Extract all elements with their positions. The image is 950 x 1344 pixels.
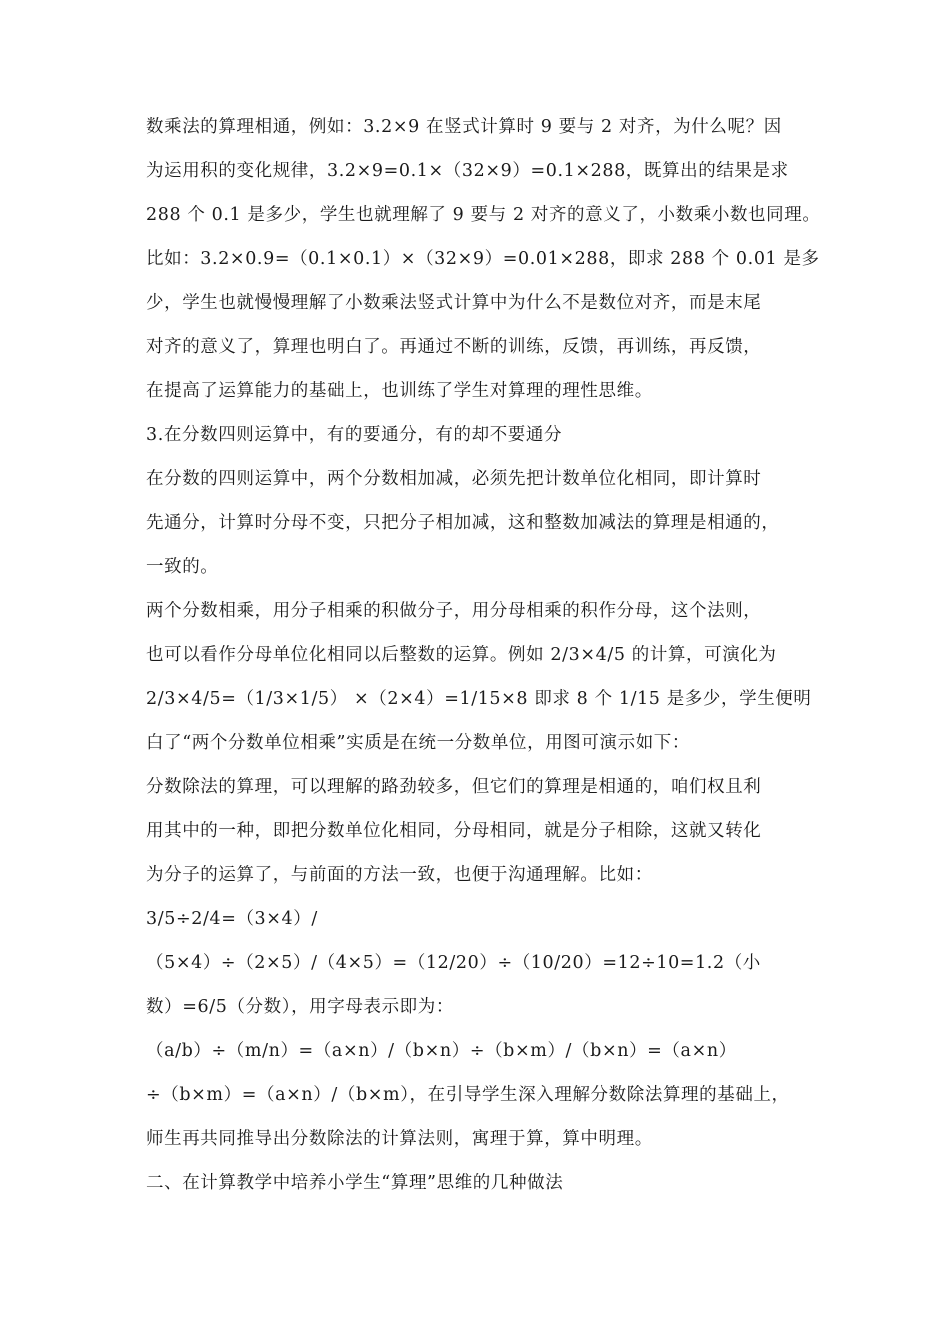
text-line: 为分子的运算了，与前面的方法一致，也便于沟通理解。比如： [146,865,653,885]
text-line: 288 个 0.1 是多少，学生也就理解了 9 要与 2 对齐的意义了，小数乘小数也同理。 [146,205,821,225]
text-line: 在提高了运算能力的基础上，也训练了学生对算理的理性思维。 [146,381,653,401]
formula-line: 3/5÷2/4=（3×4）/ [146,909,318,929]
section-heading: 3.在分数四则运算中，有的要通分，有的却不要通分 [146,425,563,445]
text-line: 为运用积的变化规律，3.2×9=0.1×（32×9）=0.1×288，既算出的结果是求 [146,161,789,181]
text-line: 先通分，计算时分母不变，只把分子相加减，这和整数加减法的算理是相通的， [146,513,780,533]
formula-line: （a/b）÷（m/n）=（a×n）/（b×n）÷（b×m）/（b×n）=（a×n） [146,1041,737,1061]
text-line: 也可以看作分母单位化相同以后整数的运算。例如 2/3×4/5 的计算，可演化为 [146,645,777,665]
text-line: 分数除法的算理，可以理解的路劲较多，但它们的算理是相通的，咱们权且利 [146,777,762,797]
text-line: 白了“两个分数单位相乘”实质是在统一分数单位，用图可演示如下： [146,733,690,753]
text-line: 在分数的四则运算中，两个分数相加减，必须先把计数单位化相同，即计算时 [146,469,762,489]
text-line: 少，学生也就慢慢理解了小数乘法竖式计算中为什么不是数位对齐，而是末尾 [146,293,762,313]
text-line: 2/3×4/5=（1/3×1/5） ×（2×4）=1/15×8 即求 8 个 1/15 是多少，学生便明 [146,689,812,709]
formula-line: （5×4）÷（2×5）/（4×5）=（12/20）÷（10/20）=12÷10=1.2（小 [146,953,761,973]
text-line: ÷（b×m）=（a×n）/（b×m），在引导学生深入理解分数除法算理的基础上， [146,1085,790,1105]
text-line: 一致的。 [146,557,219,577]
text-line: 用其中的一种，即把分数单位化相同，分母相同，就是分子相除，这就又转化 [146,821,762,841]
text-line: 数）=6/5（分数），用字母表示即为： [146,997,454,1017]
text-line: 对齐的意义了，算理也明白了。再通过不断的训练，反馈，再训练，再反馈， [146,337,762,357]
text-line: 两个分数相乘，用分子相乘的积做分子，用分母相乘的积作分母，这个法则， [146,601,762,621]
text-line: 师生再共同推导出分数除法的计算法则，寓理于算，算中明理。 [146,1129,653,1149]
text-line: 比如：3.2×0.9=（0.1×0.1）×（32×9）=0.01×288，即求 288 个 0.01 是多 [146,249,820,269]
section-heading: 二、在计算教学中培养小学生“算理”思维的几种做法 [146,1173,564,1193]
text-line: 数乘法的算理相通，例如：3.2×9 在竖式计算时 9 要与 2 对齐，为什么呢？因 [146,117,782,137]
